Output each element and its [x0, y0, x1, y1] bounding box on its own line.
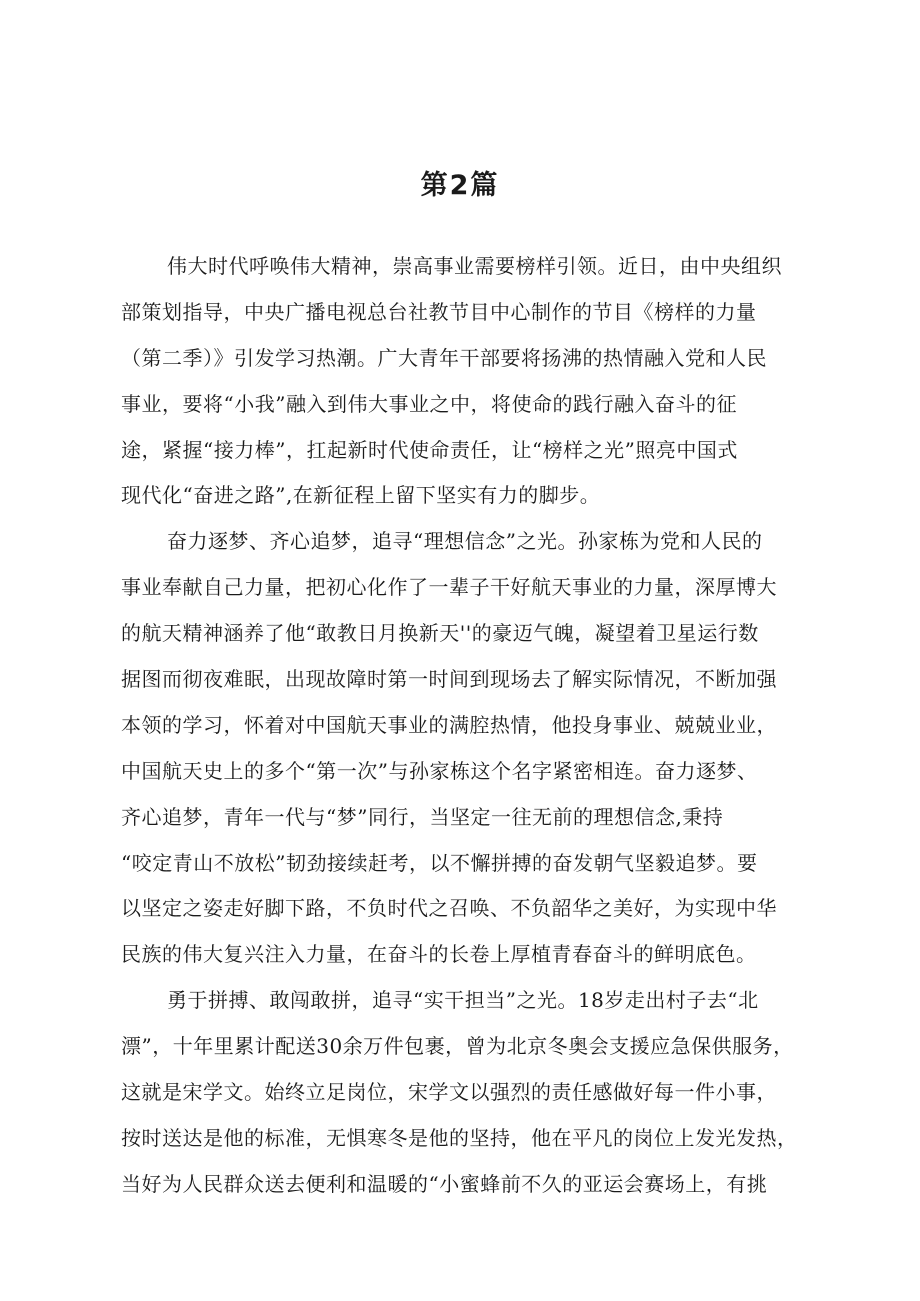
paragraph-2-line-4: 据图而彻夜难眠，出现故障时第一时间到现场去了解实际情况，不断加强	[121, 667, 777, 692]
paragraph-2-line-2: 事业奉献自己力量，把初心化作了一辈子干好航天事业的力量，深厚博大	[121, 575, 777, 600]
paragraph-3-line-2: 漂”，十年里累计配送30余万件包裹，曾为北京冬奥会支援应急保供服务，	[121, 1034, 794, 1059]
paragraph-3-line-5: 当好为人民群众送去便利和温暖的“小蜜蜂前不久的亚运会赛场上，有挑	[121, 1171, 768, 1196]
paragraph-1-line-1: 伟大时代呼唤伟大精神，崇高事业需要榜样引领。近日，由中央组织	[167, 254, 782, 278]
paragraph-2-line-3: 的航天精神涵养了他“敢教日月换新天''的豪迈气魄，凝望着卫星运行数	[121, 621, 759, 646]
paragraph-2-line-7: 齐心追梦，青年一代与“梦”同行，当坚定一往无前的理想信念,秉持	[121, 804, 724, 829]
paragraph-3-line-1: 勇于拼搏、敢闯敢拼，追寻“实干担当”之光。18岁走出村子去“北	[167, 988, 759, 1013]
paragraph-1-line-5: 途，紧握“接力棒”，扛起新时代使命责任，让“榜样之光”照亮中国式	[121, 437, 738, 462]
paragraph-1-line-4: 事业，要将“小我”融入到伟大事业之中，将使命的践行融入奋斗的征	[121, 391, 737, 416]
paragraph-2-line-8: “咬定青山不放松”韧劲接续赶考，以不懈拼搏的奋发朝气坚毅追梦。要	[121, 850, 758, 875]
paragraph-2-line-5: 本领的学习，怀着对中国航天事业的满腔热情，他投身事业、兢兢业业，	[121, 712, 777, 737]
paragraph-2-line-6: 中国航天史上的多个“第一次”与孙家栋这个名字紧密相连。奋力逐梦、	[121, 758, 758, 783]
paragraph-3-line-3: 这就是宋学文。始终立足岗位，宋学文以强烈的责任感做好每一件小事，	[121, 1080, 777, 1105]
paragraph-2-line-9: 以坚定之姿走好脚下路，不负时代之召唤、不负韶华之美好，为实现中华	[121, 896, 777, 921]
document-body	[121, 244, 821, 1208]
paragraph-1-line-6: 现代化“奋进之路”,在新征程上留下坚实有力的脚步。	[121, 483, 601, 508]
paragraph-1-line-3: （第二季）》引发学习热潮。广大青年干部要将扬沸的热情融入党和人民	[121, 345, 767, 370]
paragraph-1-line-2: 部策划指导，中央广播电视总台社教节目中心制作的节目《榜样的力量	[121, 299, 757, 324]
paragraph-2-line-1: 奋力逐梦、齐心追梦，追寻“理想信念”之光。孙家栋为党和人民的	[167, 529, 763, 554]
page-title: 第2篇	[420, 170, 500, 201]
paragraph-2-line-10: 民族的伟大复兴注入力量，在奋斗的长卷上厚植青春奋斗的鲜明底色。	[121, 942, 757, 967]
paragraph-3-line-4: 按时送达是他的标准，无惧寒冬是他的坚持，他在平凡的岗位上发光发热，	[121, 1125, 798, 1150]
